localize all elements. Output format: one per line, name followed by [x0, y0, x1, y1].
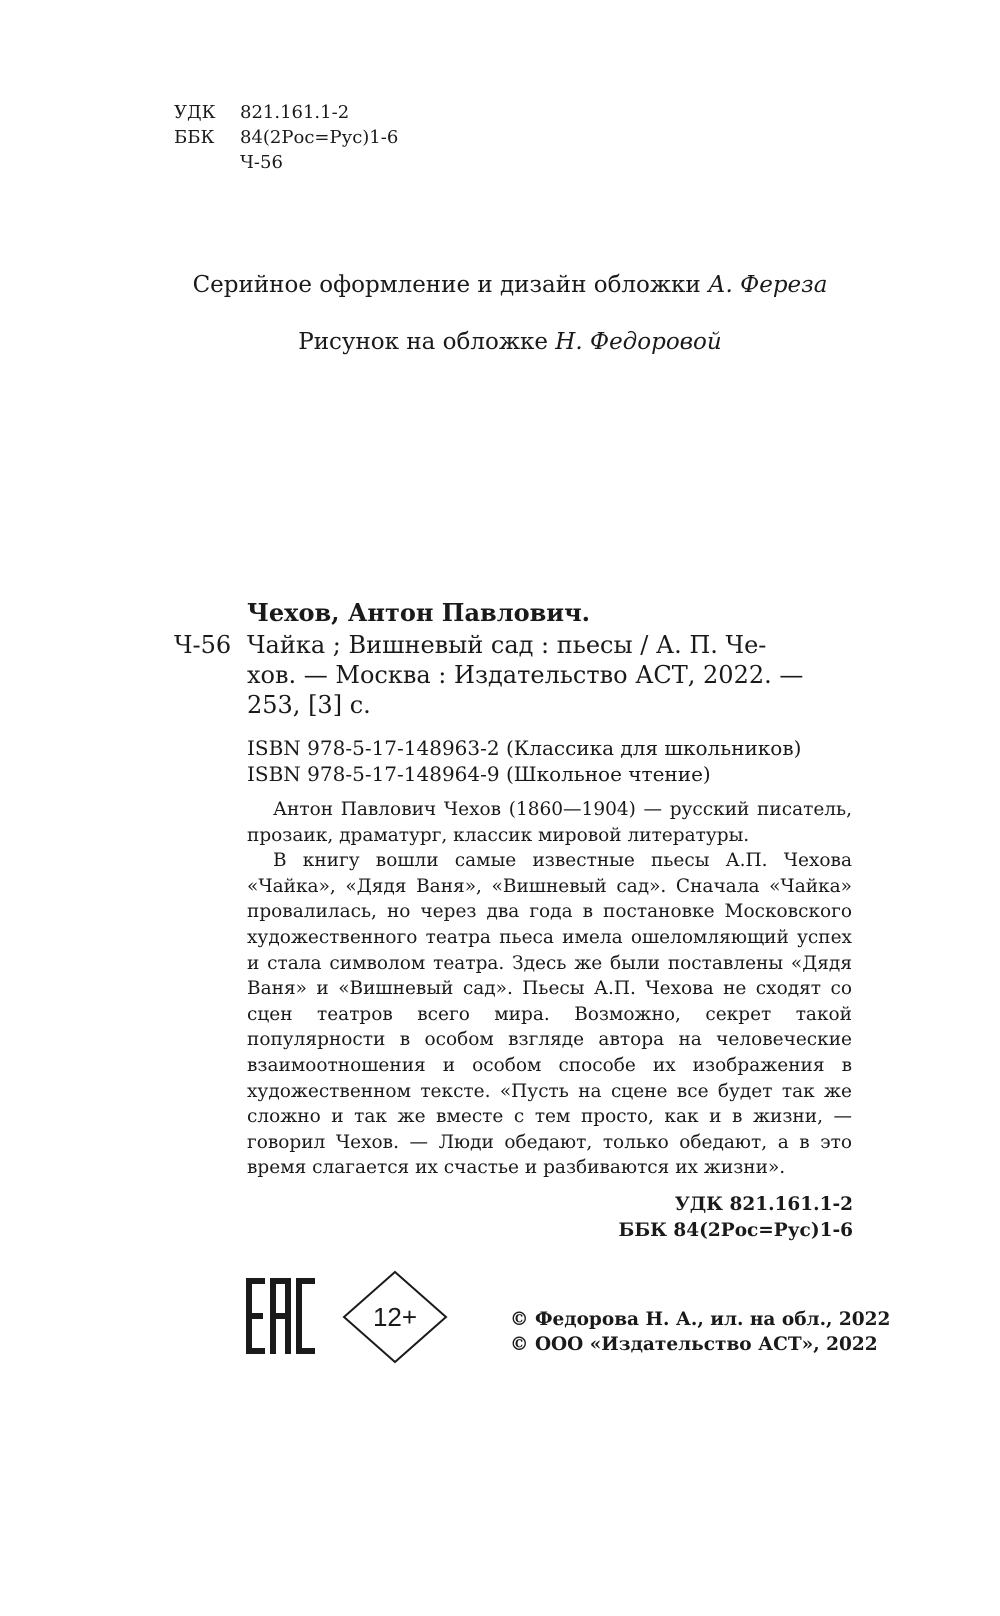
title-block: [247, 630, 857, 720]
copyright-line: © Федорова Н. А., ил. на обл., 2022: [510, 1309, 891, 1330]
copyright-line: © ООО «Издательство АСТ», 2022: [510, 1334, 878, 1355]
catalog-bottom: [560, 1192, 853, 1244]
bbk-value: 84(2Рос=Рус)1-6: [240, 127, 399, 148]
bbk-bottom: ББК 84(2Рос=Рус)1-6: [618, 1220, 853, 1241]
credit-design: Серийное оформление и дизайн обложки А. Фереза: [192, 272, 828, 298]
annotation-paragraph: В книгу вошли самые известные пьесы А.П. Чехова «Чайка», «Дядя Ваня», «Вишневый сад». Сначала «Чайка» провалилась, но через два года в постановке Московского художественного театра пьеса имела ошеломляющий успех и стала символом театра. Здесь же были поставлены «Дядя Ваня» и «Вишневый сад». Пьесы А.П. Чехова не сходят со сцен театров всего мира. Возможно, секрет такой популярности в особом взгляде автора на человеческие взаимоотношения и особом способе их изображения в художественном тексте. «Пусть на сцене все будет так же сложно и так же вместе с тем просто, как и в жизни, — говорил Чехов. — Люди обедают, только обедают, а в это время слагается их счастье и разбиваются их жизни».: [247, 850, 852, 1179]
title-line: хов. — Москва : Издательство АСТ, 2022. —: [247, 661, 804, 689]
annotation-paragraph: Антон Павлович Чехов (1860—1904) — русский писатель, прозаик, драматург, классик мировой литературы.: [247, 799, 852, 846]
credit-illustration: Рисунок на обложке Н. Федоровой: [298, 329, 722, 355]
author-mark-top: Ч-56: [240, 152, 283, 173]
age-rating-label: 12+: [372, 1302, 418, 1332]
copyright: [510, 1307, 890, 1357]
age-rating: [342, 1270, 448, 1364]
eac-icon: [246, 1278, 316, 1354]
isbn-line: ISBN 978-5-17-148963-2 (Классика для школьников): [247, 736, 802, 760]
catalog-top: [174, 100, 398, 175]
isbn-line: ISBN 978-5-17-148964-9 (Школьное чтение): [247, 762, 711, 786]
illustrator-name: Н. Федоровой: [555, 329, 722, 355]
annotation: [247, 797, 852, 1181]
udk-bottom: УДК 821.161.1-2: [674, 1194, 853, 1215]
udk-value: 821.161.1-2: [240, 102, 350, 123]
author-heading: Чехов, Антон Павлович.: [247, 598, 591, 627]
title-line: Чайка ; Вишневый сад : пьесы / А. П. Че-: [247, 631, 767, 659]
udk-key: УДК: [174, 102, 216, 123]
title-line: 253, [3] с.: [247, 691, 371, 719]
isbn-block: [247, 735, 801, 787]
designer-name: А. Фереза: [708, 272, 828, 298]
author-mark: Ч-56: [174, 631, 232, 659]
eac-mark: [246, 1278, 316, 1354]
bbk-key: ББК: [174, 127, 215, 148]
